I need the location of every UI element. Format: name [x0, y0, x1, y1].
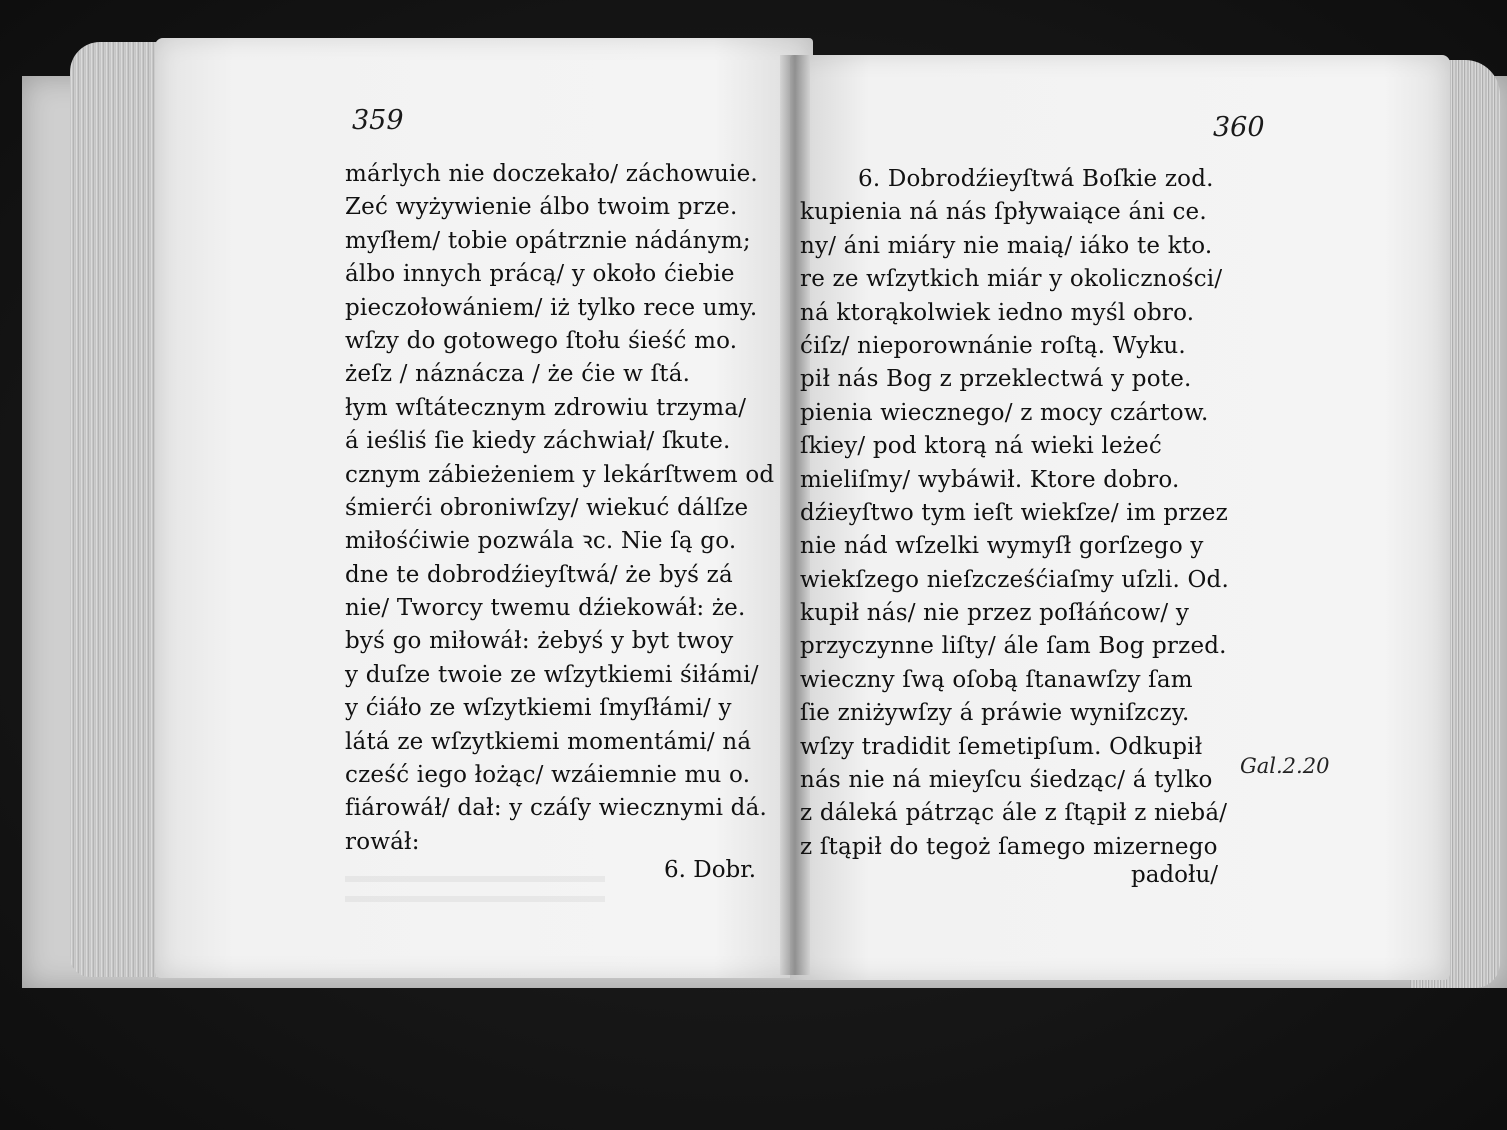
text-line: nie nád wſzelki wymyſł gorſzego y [800, 533, 1204, 560]
text-line: cznym zábieżeniem y lekárſtwem od [345, 461, 775, 488]
text-line: z dáleká pátrząc ále z ſtąpił z niebá/ [800, 800, 1228, 827]
text-line: dźieyſtwo tym ieſt wiekſze/ im przez [800, 499, 1228, 526]
text-line: pił nás Bog z przeklectwá y pote. [800, 366, 1192, 393]
text-line: łym wſtátecznym zdrowiu trzyma/ [345, 394, 747, 421]
text-line: pienia wiecznego/ z mocy czártow. [800, 399, 1209, 426]
text-line: żeſz / náznácza / że ćie w ſtá. [345, 361, 691, 388]
text-line: márlych nie doczekało/ záchowuie. [345, 161, 758, 187]
text-line: kupienia ná nás ſpływaiące áni ce. [800, 199, 1207, 226]
text-line: á ieśliś ſie kiedy záchwiał/ ſkute. [345, 428, 731, 455]
text-line: nie/ Tworcy twemu dźiekowáł: że. [345, 595, 746, 622]
text-line: pieczołowániem/ iż tylko rece umy. [345, 294, 758, 321]
text-line: śmierći obroniwſzy/ wiekuć dálſze [345, 494, 749, 521]
right-page-text [800, 163, 1245, 864]
text-line: 6. Dobrodźieyſtwá Boſkie zod. [858, 166, 1214, 192]
text-line: álbo innych prácą/ y około ćiebie [345, 261, 735, 288]
text-line: byś go miłowáł: żebyś y byt twoy [345, 628, 734, 655]
text-line: miłośćiwie pozwála ꝛc. Nie ſą go. [345, 528, 737, 555]
text-line: przyczynne liſty/ ále ſam Bog przed. [800, 633, 1227, 660]
text-line: y duſze twoie ze wſzytkiemi śiłámi/ [345, 661, 759, 688]
left-page-number: 359 [352, 105, 404, 136]
text-line: mieliſmy/ wybáwił. Ktore dobro. [800, 466, 1180, 493]
text-line: fiárowáł/ dał: y czáſy wiecznymi dá. [345, 795, 768, 822]
bleed-through-shadow [345, 862, 605, 912]
text-line: wiekſzego nieſzcześćiaſmy uſzli. Od. [800, 566, 1229, 593]
text-line: Zeć wyżywienie álbo twoim prze. [345, 194, 738, 221]
text-line: ſkiey/ pod ktorą ná wieki leżeć [800, 433, 1162, 460]
right-page-number: 360 [1213, 112, 1265, 143]
text-line: y ćiáło ze wſzytkiemi ſmyſłámi/ y [345, 695, 732, 722]
text-line: ná ktorąkolwiek iedno myśl obro. [800, 299, 1195, 326]
text-line: wſzy tradidit ſemetipſum. Odkupił [800, 733, 1203, 760]
text-line: rowáł: [345, 828, 420, 855]
text-line: wieczny ſwą oſobą ſtanawſzy ſam [800, 666, 1193, 693]
text-line: myſłem/ tobie opátrznie nádánym; [345, 227, 751, 254]
right-catchword: padołu/ [1131, 862, 1219, 888]
text-line: látá ze wſzytkiemi momentámi/ ná [345, 728, 752, 755]
text-line: nás nie ná mieyſcu śiedząc/ á tylko [800, 767, 1213, 794]
text-line: z ſtąpił do tegoż ſamego mizernego [800, 833, 1218, 860]
marginal-note: Gal.2.20 [1240, 754, 1330, 778]
left-page-text [345, 158, 790, 859]
text-line: re ze wſzytkich miár y okoliczności/ [800, 266, 1223, 293]
text-line: cześć iego łożąc/ wzáiemnie mu o. [345, 762, 751, 789]
text-line: dne te dobrodźieyſtwá/ że byś zá [345, 561, 733, 588]
text-line: ćiſz/ nieporownánie roſtą. Wyku. [800, 332, 1186, 359]
left-catchword: 6. Dobr. [664, 857, 757, 883]
text-line: kupił nás/ nie przez poſłáńcow/ y [800, 600, 1190, 627]
text-line: wſzy do gotowego ſtołu śieść mo. [345, 327, 738, 354]
text-line: ſie zniżywſzy á práwie wyniſzczy. [800, 700, 1190, 727]
text-line: ny/ áni miáry nie maią/ iáko te kto. [800, 232, 1213, 259]
